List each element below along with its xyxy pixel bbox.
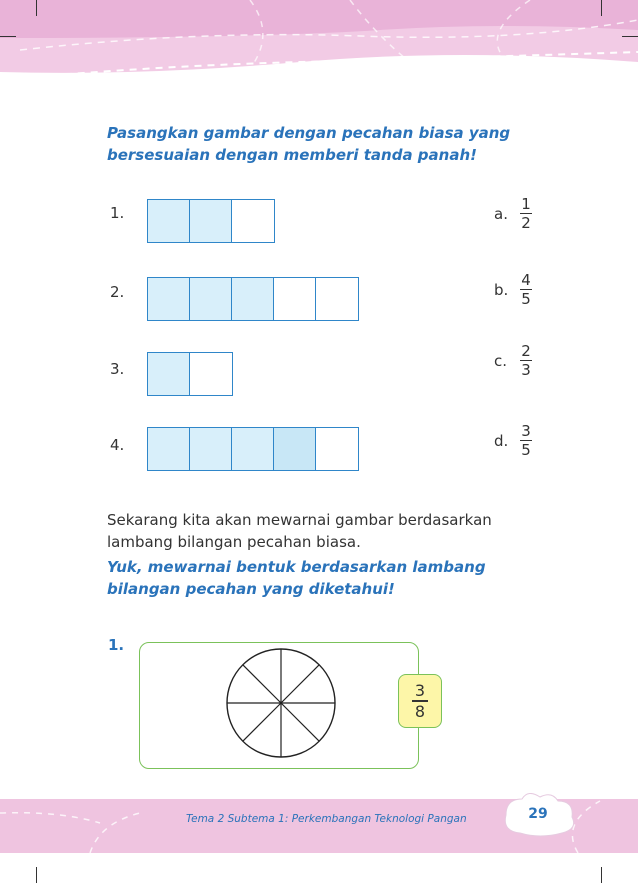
shaded-cell	[148, 353, 190, 395]
empty-cell	[232, 200, 274, 242]
exercise-number: 1.	[108, 636, 125, 654]
crop-mark	[36, 0, 37, 16]
option-fraction	[520, 272, 532, 307]
intro-line: lambang bilangan pecahan biasa.	[107, 533, 361, 551]
numerator: 3	[414, 681, 426, 701]
option-letter: a.	[494, 204, 508, 223]
shaded-cell	[190, 428, 232, 470]
denominator: 8	[414, 701, 426, 721]
empty-cell	[316, 278, 358, 320]
shaded-cell	[190, 278, 232, 320]
shape-number: 2.	[110, 283, 125, 301]
option-c[interactable]	[494, 343, 532, 378]
crop-mark	[0, 36, 16, 37]
fraction-shape-4[interactable]	[147, 427, 359, 471]
numerator: 3	[521, 422, 531, 440]
option-fraction	[520, 423, 532, 458]
empty-cell	[316, 428, 358, 470]
circle-shape[interactable]	[225, 647, 337, 759]
numerator: 4	[521, 271, 531, 289]
shaded-cell	[148, 428, 190, 470]
instruction-line: Pasangkan gambar dengan pecahan biasa yang	[107, 124, 511, 142]
shaded-cell	[190, 200, 232, 242]
empty-cell	[190, 353, 232, 395]
option-d[interactable]	[494, 423, 532, 458]
shape-number: 3.	[110, 360, 125, 378]
shaded-cell	[148, 200, 190, 242]
shaded-cell	[274, 428, 316, 470]
option-b[interactable]	[494, 272, 532, 307]
shaded-cell	[232, 278, 274, 320]
footer-decoration	[0, 793, 638, 859]
option-a[interactable]	[494, 196, 532, 231]
fraction-shape-3[interactable]	[147, 352, 233, 396]
crop-mark	[622, 36, 638, 37]
intro-line: Sekarang kita akan mewarnai gambar berdasarkan	[107, 511, 492, 529]
instruction-line: bilangan pecahan yang diketahui!	[107, 580, 395, 598]
option-letter: c.	[494, 351, 508, 370]
instruction-line: Yuk, mewarnai bentuk berdasarkan lambang	[107, 558, 486, 576]
denominator: 5	[521, 441, 531, 459]
option-letter: b.	[494, 280, 509, 299]
header-decoration	[0, 0, 638, 110]
numerator: 2	[521, 342, 531, 360]
shape-number: 1.	[110, 204, 125, 222]
fraction-shape-2[interactable]	[147, 277, 359, 321]
footer-title: Tema 2 Subtema 1: Perkembangan Teknologi Pangan	[186, 813, 467, 825]
denominator: 2	[521, 214, 531, 232]
target-fraction-box	[398, 674, 442, 728]
instruction-coloring	[107, 556, 557, 600]
option-letter: d.	[494, 431, 509, 450]
intro-text	[107, 509, 557, 553]
denominator: 5	[521, 290, 531, 308]
denominator: 3	[521, 361, 531, 379]
numerator: 1	[521, 195, 531, 213]
empty-cell	[274, 278, 316, 320]
shaded-cell	[232, 428, 274, 470]
fraction-shape-1[interactable]	[147, 199, 275, 243]
shape-number: 4.	[110, 436, 125, 454]
instruction-line: bersesuaian dengan memberi tanda panah!	[107, 146, 477, 164]
crop-mark	[601, 867, 602, 883]
option-fraction	[520, 196, 532, 231]
crop-mark	[36, 867, 37, 883]
crop-mark	[601, 0, 602, 16]
page-number: 29	[528, 806, 548, 822]
shaded-cell	[148, 278, 190, 320]
instruction-matching	[107, 122, 557, 166]
option-fraction	[520, 343, 532, 378]
